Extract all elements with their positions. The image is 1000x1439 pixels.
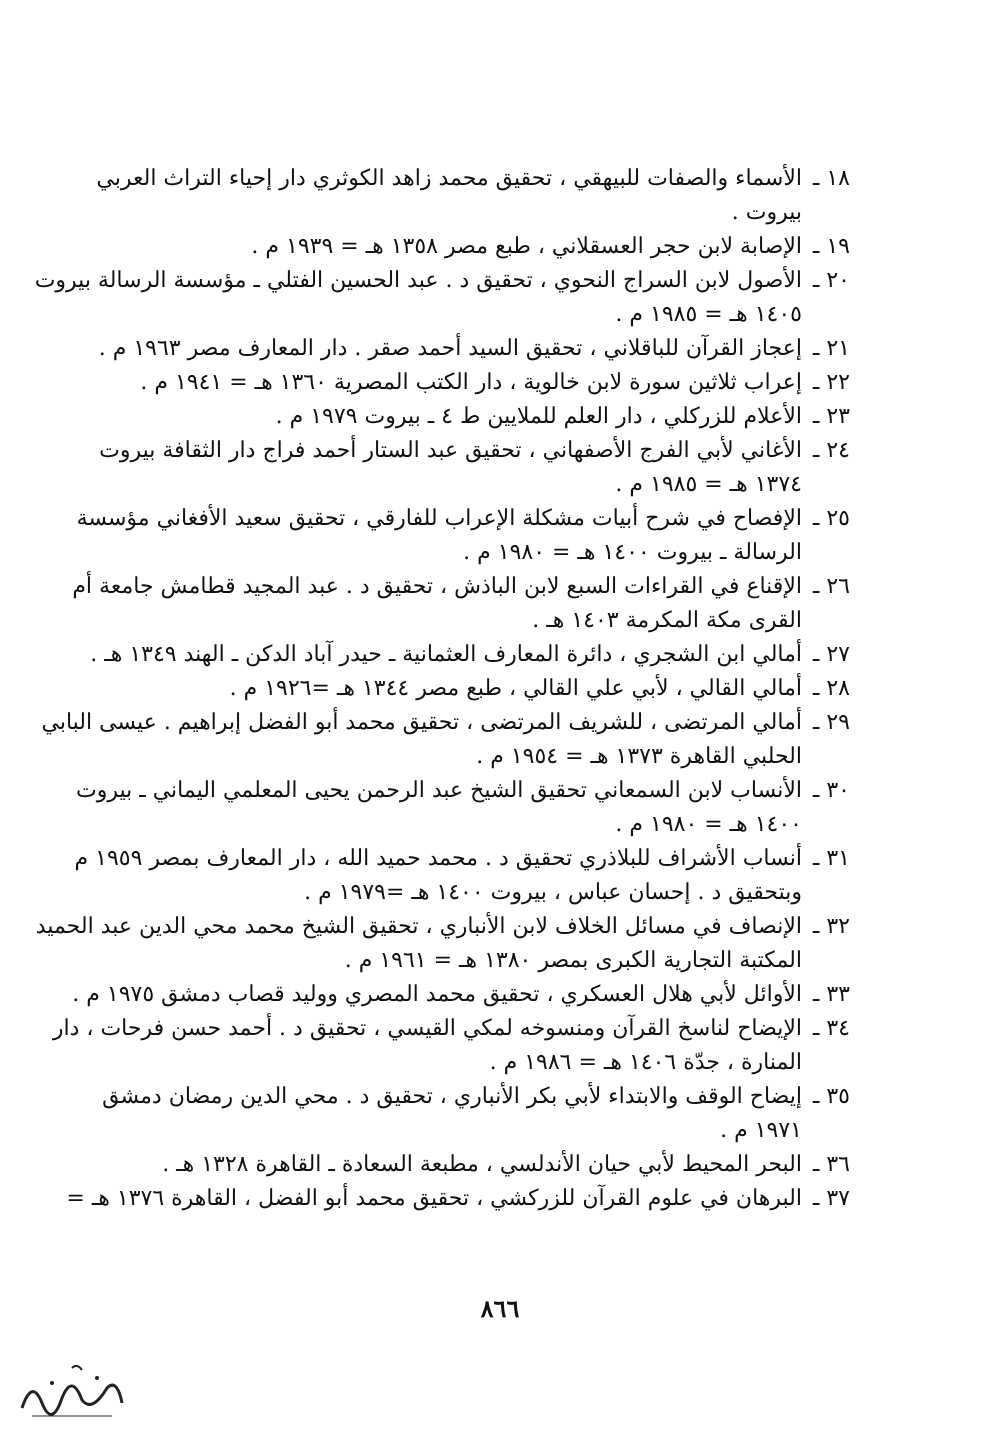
entry-first-line	[76, 774, 850, 808]
bibliography-entry	[76, 774, 850, 842]
entry-number: ٢٨ ـ	[812, 676, 850, 701]
entry-text: الأصول لابن السراج النحوي ، تحقيق د . عبد الحسين الفتلي ـ مؤسسة الرسالة بيروت	[34, 268, 802, 293]
bibliography-entry	[34, 264, 850, 332]
entry-text: إعجاز القرآن للباقلاني ، تحقيق السيد أحمد صقر . دار المعارف مصر ١٩٦٣ م .	[98, 336, 802, 361]
bibliography-entry	[72, 570, 850, 638]
entry-text: الرسالة ـ بيروت ١٤٠٠ هـ = ١٩٨٠ م .	[463, 540, 802, 565]
entry-first-line	[102, 1080, 850, 1114]
entry-text: الإفصاح في شرح أبيات مشكلة الإعراب للفارقي ، تحقيق سعيد الأفغاني مؤسسة	[76, 506, 802, 531]
entry-continuation-line	[140, 1046, 850, 1080]
entry-number: ٣١ ـ	[812, 846, 850, 871]
entry-text: الإقناع في القراءات السبع لابن الباذش ، تحقيق د . عبد المجيد قطامش جامعة أم	[72, 574, 802, 599]
entry-first-line	[35, 910, 850, 944]
entry-text: الأسماء والصفات للبيهقي ، تحقيق محمد زاهد الكوثري دار إحياء التراث العربي	[96, 166, 802, 191]
entry-number: ٢٠ ـ	[812, 268, 850, 293]
entry-number: ٢٦ ـ	[812, 574, 850, 599]
entry-text: البرهان في علوم القرآن للزركشي ، تحقيق محمد أبو الفضل ، القاهرة ١٣٧٦ هـ =	[66, 1186, 802, 1211]
entry-number: ١٨ ـ	[812, 166, 850, 191]
entry-text: إيضاح الوقف والابتداء لأبي بكر الأنباري ، تحقيق د . محي الدين رمضان دمشق	[102, 1084, 802, 1109]
entry-text: الأغاني لأبي الفرج الأصفهاني ، تحقيق عبد الستار أحمد فراج دار الثقافة بيروت	[99, 438, 802, 463]
entry-first-line	[76, 502, 850, 536]
entry-first-line	[34, 264, 850, 298]
entry-number: ٣٥ ـ	[812, 1084, 850, 1109]
entry-continuation-line	[140, 536, 850, 570]
entry-number: ٣٧ ـ	[812, 1186, 850, 1211]
entry-continuation-line	[140, 1114, 850, 1148]
stamp-calligraphy-icon	[12, 1358, 132, 1428]
entry-continuation-line	[140, 196, 850, 230]
entry-text: وبتحقيق د . إحسان عباس ، بيروت ١٤٠٠ هـ =١٩٧٩ م .	[304, 880, 802, 905]
entry-first-line	[99, 434, 850, 468]
entry-continuation-line	[140, 740, 850, 774]
entry-number: ٣٠ ـ	[812, 778, 850, 803]
entry-text: الإصابة لابن حجر العسقلاني ، طبع مصر ١٣٥٨ هـ = ١٩٣٩ م .	[251, 234, 802, 259]
entry-text: الإنصاف في مسائل الخلاف لابن الأنباري ، تحقيق الشيخ محمد محي الدين عبد الحميد	[35, 914, 802, 939]
bibliography-entry	[140, 230, 850, 264]
entry-text: القرى مكة المكرمة ١٤٠٣ هـ .	[532, 608, 802, 633]
library-stamp-logo	[12, 1358, 132, 1428]
bibliography-entry	[140, 1148, 850, 1182]
entry-continuation-line	[140, 468, 850, 502]
entry-first-line	[72, 570, 850, 604]
entry-first-line	[140, 400, 850, 434]
entry-first-line	[96, 162, 850, 196]
entry-first-line	[140, 1148, 850, 1182]
bibliography-entry	[90, 638, 850, 672]
entry-number: ٢٣ ـ	[812, 404, 850, 429]
entry-first-line	[41, 706, 850, 740]
entry-text: الأوائل لأبي هلال العسكري ، تحقيق محمد المصري ووليد قصاب دمشق ١٩٧٥ م .	[72, 982, 802, 1007]
bibliography-entry	[76, 502, 850, 570]
entry-text: ١٩٧١ م .	[720, 1118, 802, 1143]
entry-continuation-line	[140, 876, 850, 910]
entry-first-line	[66, 1182, 850, 1216]
entry-text: الإيضاح لناسخ القرآن ومنسوخه لمكي القيسي ، تحقيق د . أحمد حسن فرحات ، دار	[52, 1016, 802, 1041]
entry-text: بيروت .	[731, 200, 802, 225]
entry-number: ٢٢ ـ	[812, 370, 850, 395]
bibliography-entry	[140, 672, 850, 706]
bibliography-entry	[96, 162, 850, 230]
bibliography-entry	[140, 400, 850, 434]
entry-first-line	[98, 332, 850, 366]
page-number: ٨٦٦	[480, 1294, 520, 1323]
bibliography-entry	[35, 910, 850, 978]
entry-number: ٢٥ ـ	[812, 506, 850, 531]
entry-continuation-line	[140, 808, 850, 842]
bibliography-entry	[52, 1012, 850, 1080]
bibliography-entry	[98, 332, 850, 366]
bibliography-entry	[102, 1080, 850, 1148]
entry-first-line	[72, 978, 850, 1012]
entry-text: الأعلام للزركلي ، دار العلم للملايين ط ٤ ـ بيروت ١٩٧٩ م .	[275, 404, 802, 429]
entry-number: ٣٣ ـ	[812, 982, 850, 1007]
bibliography-entry	[41, 706, 850, 774]
bibliography-entry	[140, 366, 850, 400]
entry-text: ١٤٠٥ هـ = ١٩٨٥ م .	[615, 302, 802, 327]
entry-continuation-line	[140, 604, 850, 638]
entry-text: أنساب الأشراف للبلاذري تحقيق د . محمد حميد الله ، دار المعارف بمصر ١٩٥٩ م	[74, 846, 802, 871]
entry-text: إعراب ثلاثين سورة لابن خالوية ، دار الكتب المصرية ١٣٦٠ هـ = ١٩٤١ م .	[140, 370, 802, 395]
entry-text: البحر المحيط لأبي حيان الأندلسي ، مطبعة السعادة ـ القاهرة ١٣٢٨ هـ .	[162, 1152, 802, 1177]
entry-first-line	[140, 366, 850, 400]
entry-first-line	[52, 1012, 850, 1046]
entry-number: ٢٤ ـ	[812, 438, 850, 463]
entry-text: الحلبي القاهرة ١٣٧٣ هـ = ١٩٥٤ م .	[476, 744, 802, 769]
entry-number: ٢٩ ـ	[812, 710, 850, 735]
entry-text: الأنساب لابن السمعاني تحقيق الشيخ عبد الرحمن يحيى المعلمي اليماني ـ بيروت	[76, 778, 802, 803]
entry-continuation-line	[140, 944, 850, 978]
entry-first-line	[74, 842, 850, 876]
entry-text: أمالي المرتضى ، للشريف المرتضى ، تحقيق محمد أبو الفضل إبراهيم . عيسى البابي	[41, 710, 802, 735]
bibliography-entry	[99, 434, 850, 502]
entry-text: المنارة ، جدّة ١٤٠٦ هـ = ١٩٨٦ م .	[489, 1050, 802, 1075]
entry-text: أمالي القالي ، لأبي علي القالي ، طبع مصر ١٣٤٤ هـ =١٩٢٦ م .	[229, 676, 802, 701]
entry-first-line	[90, 638, 850, 672]
entry-first-line	[140, 672, 850, 706]
entry-number: ٢١ ـ	[812, 336, 850, 361]
entry-text: المكتبة التجارية الكبرى بمصر ١٣٨٠ هـ = ١٩٦١ م .	[344, 948, 802, 973]
entry-number: ٣٤ ـ	[812, 1016, 850, 1041]
bibliography-entry	[72, 978, 850, 1012]
entry-text: ١٣٧٤ هـ = ١٩٨٥ م .	[615, 472, 802, 497]
entry-first-line	[140, 230, 850, 264]
bibliography-entry	[74, 842, 850, 910]
entry-text: ١٤٠٠ هـ = ١٩٨٠ م .	[615, 812, 802, 837]
entry-number: ١٩ ـ	[812, 234, 850, 259]
entry-number: ٢٧ ـ	[812, 642, 850, 667]
entry-continuation-line	[140, 298, 850, 332]
entry-text: أمالي ابن الشجري ، دائرة المعارف العثمانية ـ حيدر آباد الدكن ـ الهند ١٣٤٩ هـ .	[90, 642, 802, 667]
bibliography-list	[34, 162, 850, 1216]
entry-number: ٣٢ ـ	[812, 914, 850, 939]
bibliography-entry	[66, 1182, 850, 1216]
entry-number: ٣٦ ـ	[812, 1152, 850, 1177]
